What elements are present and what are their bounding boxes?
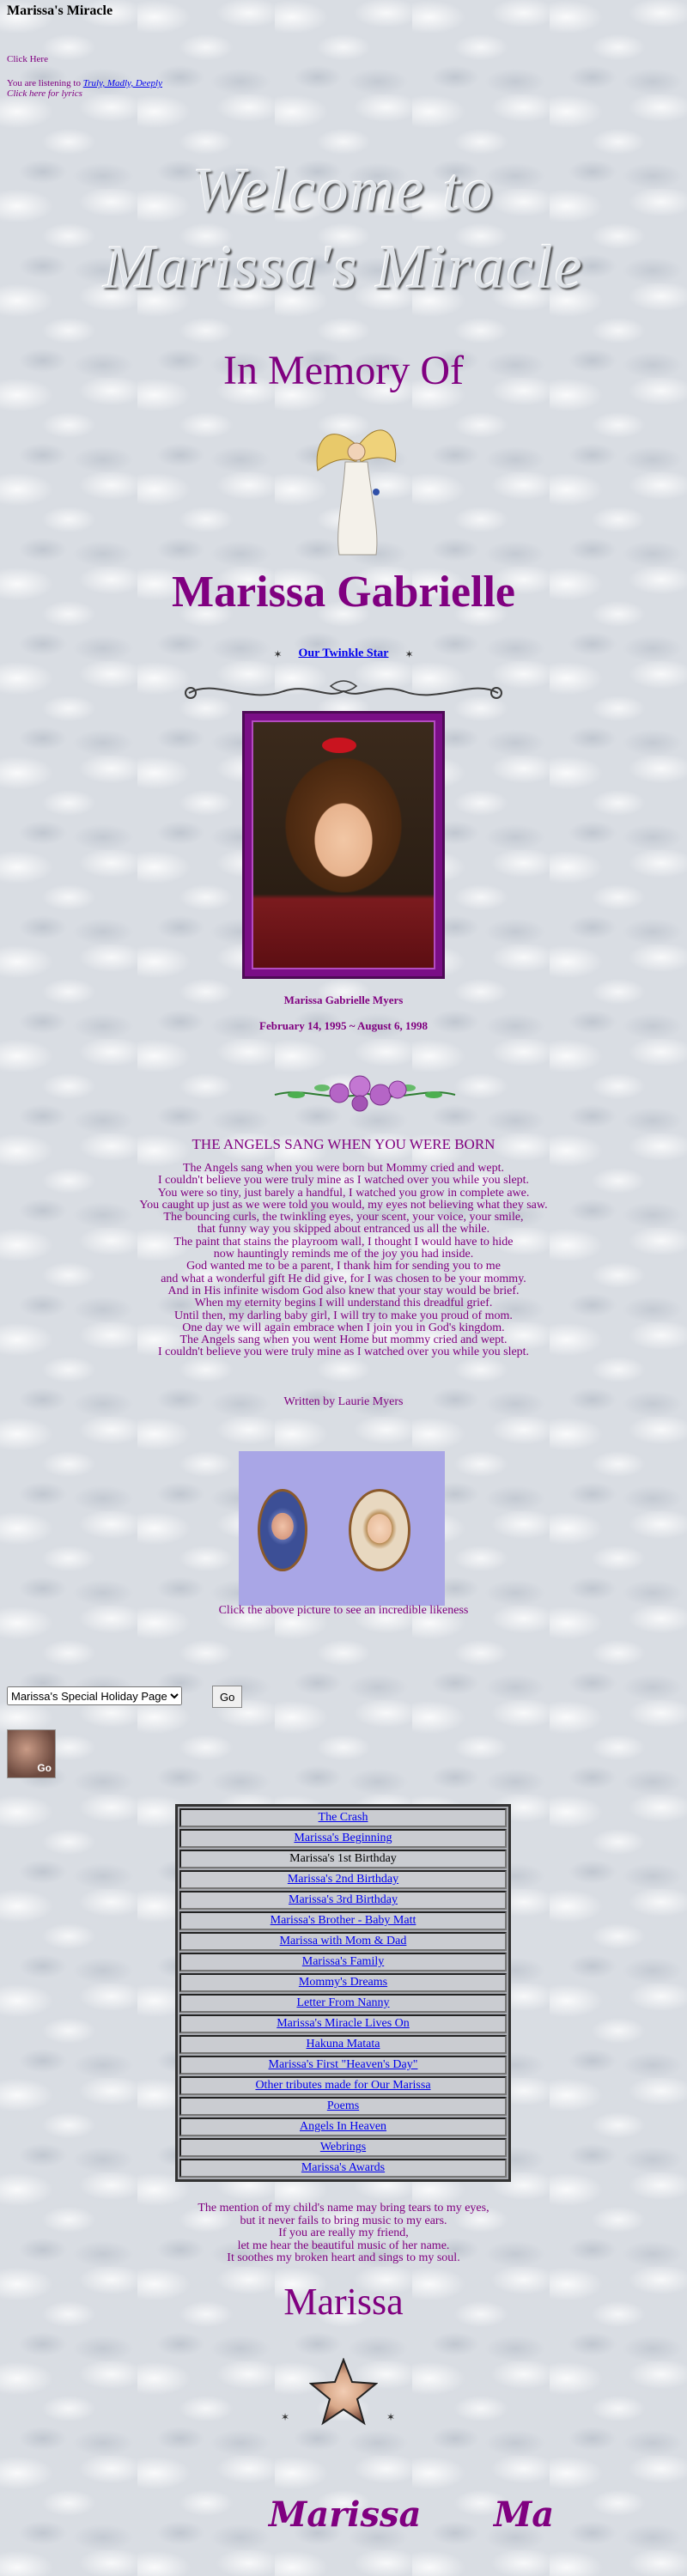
table-cell bbox=[179, 1850, 507, 1868]
poem-line: The bouncing curls, the twinkling eyes, your scent, your voice, your smile, bbox=[163, 1211, 524, 1224]
site-link[interactable]: Other tributes made for Our Marissa bbox=[255, 2079, 431, 2092]
closing-name: Marissa bbox=[283, 2281, 404, 2323]
lyrics-link[interactable]: Click here for lyrics bbox=[7, 88, 82, 99]
table-row bbox=[179, 2159, 507, 2178]
table-cell bbox=[179, 1891, 507, 1910]
likeness-picture[interactable] bbox=[239, 1451, 445, 1606]
twinkle-star-row bbox=[0, 646, 687, 666]
site-link[interactable]: Marissa's First "Heaven's Day" bbox=[268, 2058, 418, 2071]
closing-verse bbox=[0, 2202, 687, 2265]
memorial-photo-frame bbox=[242, 711, 445, 979]
roses-divider-icon bbox=[271, 1069, 459, 1116]
poem-line: I couldn't believe you were truly mine as I watched over you while you slept. bbox=[157, 1346, 530, 1359]
table-row bbox=[179, 2014, 507, 2033]
welcome-line-2: Marissa's Miracle bbox=[103, 233, 584, 301]
table-cell bbox=[179, 2014, 507, 2033]
now-playing-prefix: You are listening to bbox=[7, 78, 83, 88]
closing-line: If you are really my friend, bbox=[278, 2227, 409, 2240]
table-row bbox=[179, 1994, 507, 2013]
table-row bbox=[179, 1850, 507, 1868]
table-row bbox=[179, 1829, 507, 1848]
site-link[interactable]: Marissa's Beginning bbox=[294, 1832, 392, 1844]
song-title-link[interactable]: Truly, Madly, Deeply bbox=[82, 78, 162, 88]
scroll-divider-icon bbox=[180, 674, 507, 708]
table-row bbox=[179, 2117, 507, 2136]
small-star-icon: ✶ bbox=[273, 648, 283, 661]
small-star-icon: ✶ bbox=[281, 2411, 290, 2423]
star-photo bbox=[309, 2358, 378, 2427]
table-cell bbox=[179, 1932, 507, 1951]
table-cell bbox=[179, 2056, 507, 2075]
poem-body bbox=[0, 1163, 687, 1359]
site-link[interactable]: Angels In Heaven bbox=[299, 2120, 387, 2133]
site-link[interactable]: Marissa's Family bbox=[301, 1955, 385, 1968]
table-cell bbox=[179, 2138, 507, 2157]
poem-line: When my eternity begins I will understand this dreadful grief. bbox=[194, 1297, 493, 1310]
site-link: Marissa's 1st Birthday bbox=[289, 1852, 397, 1865]
table-row bbox=[179, 2138, 507, 2157]
table-cell bbox=[179, 2117, 507, 2136]
table-row bbox=[179, 1973, 507, 1992]
site-link[interactable]: Mommy's Dreams bbox=[298, 1976, 388, 1989]
table-cell bbox=[179, 1808, 507, 1827]
site-link[interactable]: Hakuna Matata bbox=[306, 2038, 380, 2050]
table-cell bbox=[179, 1911, 507, 1930]
site-link[interactable]: Poems bbox=[326, 2099, 360, 2112]
closing-line: let me hear the beautiful music of her name. bbox=[237, 2239, 450, 2252]
table-row bbox=[179, 1932, 507, 1951]
table-row bbox=[179, 2097, 507, 2116]
poem-line: You caught up just as we were told you would, my eyes not believing what they saw. bbox=[139, 1198, 548, 1212]
memorial-name: Marissa Gabrielle bbox=[171, 568, 516, 617]
closing-line: The mention of my child's name may bring tears to my eyes, bbox=[198, 2202, 489, 2215]
site-link[interactable]: Webrings bbox=[319, 2141, 367, 2154]
memorial-photo bbox=[252, 720, 435, 969]
photo-caption-name: Marissa Gabrielle Myers bbox=[283, 993, 404, 1006]
twinkle-star-link[interactable]: Our Twinkle Star bbox=[298, 647, 389, 660]
footer-name-left: Marissa bbox=[269, 2494, 422, 2535]
table-cell bbox=[179, 2035, 507, 2054]
table-cell bbox=[179, 2159, 507, 2178]
site-link[interactable]: Marissa's 2nd Birthday bbox=[287, 1873, 399, 1886]
poem-line: One day we will again embrace when I join you in God's kingdom. bbox=[182, 1321, 505, 1334]
in-memory-heading: In Memory Of bbox=[223, 348, 464, 393]
page-jump-select[interactable] bbox=[7, 1686, 182, 1705]
site-title: Marissa's Miracle bbox=[7, 3, 113, 18]
site-link[interactable]: Marissa's Awards bbox=[301, 2161, 386, 2174]
go-button[interactable]: Go bbox=[212, 1686, 242, 1708]
site-link[interactable]: The Crash bbox=[318, 1811, 368, 1824]
hair-bow bbox=[322, 738, 356, 753]
poem-line: Until then, my darling baby girl, I will try to make you proud of mom. bbox=[174, 1309, 513, 1322]
poem-line: God wanted me to be a parent, I thank him for sending you to me bbox=[186, 1260, 501, 1273]
likeness-caption: Click the above picture to see an incredible likeness bbox=[218, 1604, 469, 1617]
go-image-label: Go bbox=[37, 1762, 52, 1774]
likeness-photo-left bbox=[258, 1489, 307, 1571]
closing-line: but it never fails to bring music to my ears. bbox=[240, 2214, 447, 2227]
table-row bbox=[179, 2035, 507, 2054]
table-row bbox=[179, 2056, 507, 2075]
poem-line: now hauntingly reminds me of the joy you had inside. bbox=[213, 1248, 474, 1261]
table-row bbox=[179, 1870, 507, 1889]
poem-line: and what a wonderful gift He did give, for I was chosen to be your mommy. bbox=[161, 1272, 526, 1285]
table-row bbox=[179, 1953, 507, 1971]
table-cell bbox=[179, 1870, 507, 1889]
poem-line: The Angels sang when you were born but Mommy cried and wept. bbox=[182, 1162, 505, 1175]
site-link[interactable]: Marissa's Brother - Baby Matt bbox=[270, 1914, 416, 1927]
table-row bbox=[179, 1891, 507, 1910]
poem-title: THE ANGELS SANG WHEN YOU WERE BORN bbox=[192, 1136, 495, 1152]
go-image-button[interactable] bbox=[7, 1729, 56, 1778]
poem-line: And in His infinite wisdom God also knew that your stay would be brief. bbox=[167, 1284, 520, 1297]
table-row bbox=[179, 1911, 507, 1930]
site-links-table bbox=[175, 1804, 511, 2182]
table-row bbox=[179, 2076, 507, 2095]
table-cell bbox=[179, 1829, 507, 1848]
site-link[interactable]: Marissa's Miracle Lives On bbox=[277, 2017, 410, 2030]
poem-line: I couldn't believe you were truly mine as I watched over you while you slept. bbox=[157, 1174, 530, 1188]
poem-author: Written by Laurie Myers bbox=[283, 1395, 404, 1408]
angel-icon bbox=[309, 410, 404, 561]
small-star-icon: ✶ bbox=[386, 2411, 396, 2423]
small-star-icon: ✶ bbox=[404, 648, 414, 661]
site-link[interactable]: Marissa's 3rd Birthday bbox=[289, 1893, 398, 1906]
poem-line: The paint that stains the playroom wall, I thought I would have to hide bbox=[173, 1235, 514, 1249]
table-cell bbox=[179, 1973, 507, 1992]
poem-line: The Angels sang when you went Home but mommy cried and wept. bbox=[179, 1334, 508, 1347]
table-cell bbox=[179, 2076, 507, 2095]
closing-line: It soothes my broken heart and sings to my soul. bbox=[227, 2251, 460, 2265]
click-here-link[interactable]: Click Here bbox=[7, 54, 48, 64]
now-playing bbox=[7, 78, 162, 99]
photo-caption-dates: February 14, 1995 ~ August 6, 1998 bbox=[259, 1019, 428, 1032]
poem-line: You were so tiny, just barely a handful, I watched you grow in complete awe. bbox=[157, 1186, 530, 1200]
table-cell bbox=[179, 1994, 507, 2013]
site-link[interactable]: Letter From Nanny bbox=[296, 1996, 390, 2009]
site-link[interactable]: Marissa with Mom & Dad bbox=[279, 1935, 407, 1947]
likeness-photo-right bbox=[349, 1489, 410, 1571]
welcome-line-1: Welcome to bbox=[192, 155, 495, 224]
poem-line: that funny way you skipped about entranced us all the while. bbox=[197, 1223, 490, 1236]
footer-name-right: Ma bbox=[494, 2494, 555, 2535]
table-cell bbox=[179, 1953, 507, 1971]
table-row bbox=[179, 1808, 507, 1827]
table-cell bbox=[179, 2097, 507, 2116]
